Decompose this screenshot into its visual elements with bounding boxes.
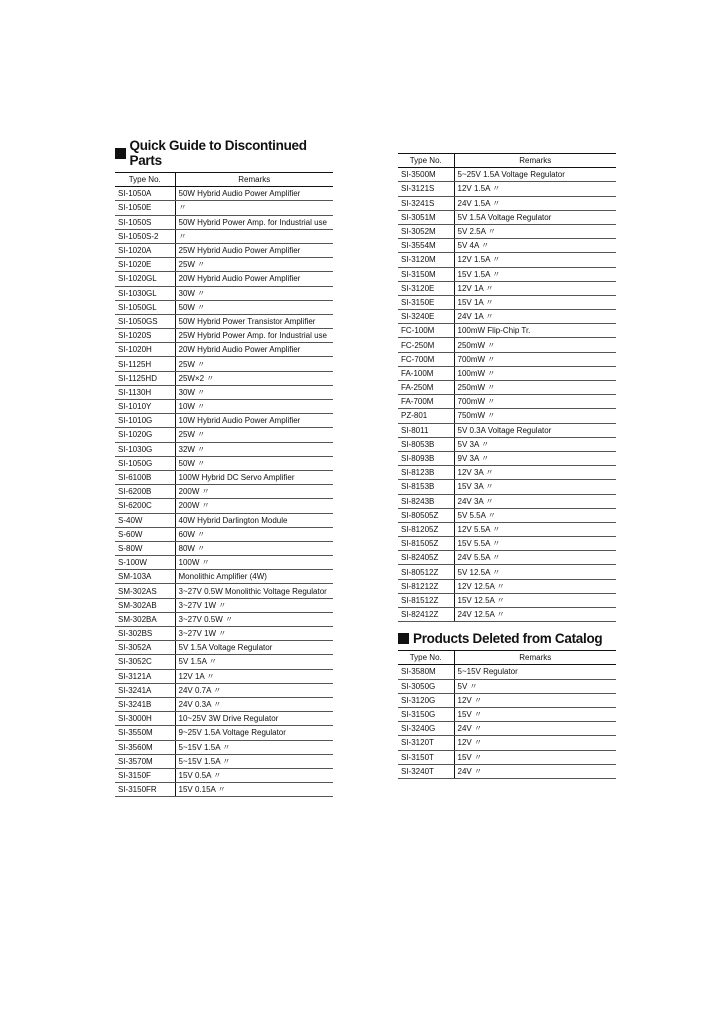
remarks-cell: 5V 2.5A 〃 xyxy=(454,224,616,238)
bullet-square-icon xyxy=(115,148,126,159)
type-no-cell: SI-3240G xyxy=(398,722,454,736)
remarks-cell: 〃 xyxy=(175,229,333,243)
type-no-cell: SM-103A xyxy=(115,570,175,584)
remarks-cell: 3~27V 0.5W Monolithic Voltage Regulator xyxy=(175,584,333,598)
remarks-cell: 5V 0.3A Voltage Regulator xyxy=(454,423,616,437)
type-no-cell: S-40W xyxy=(115,513,175,527)
type-no-cell: SI-3240E xyxy=(398,310,454,324)
header-type-no: Type No. xyxy=(398,154,454,168)
table-row xyxy=(115,371,333,385)
remarks-cell: 30W 〃 xyxy=(175,385,333,399)
type-no-cell: SI-3050G xyxy=(398,679,454,693)
table-row xyxy=(398,253,616,267)
type-no-cell: SI-1050A xyxy=(115,187,175,201)
type-no-cell: SI-3150T xyxy=(398,750,454,764)
remarks-cell: 12V 〃 xyxy=(454,736,616,750)
table-row xyxy=(115,697,333,711)
remarks-cell: 3~27V 0.5W 〃 xyxy=(175,612,333,626)
type-no-cell: SI-1020H xyxy=(115,343,175,357)
type-no-cell: SI-3120E xyxy=(398,281,454,295)
type-no-cell: SI-3554M xyxy=(398,239,454,253)
type-no-cell: SI-1125H xyxy=(115,357,175,371)
type-no-cell: SM-302AS xyxy=(115,584,175,598)
type-no-cell: FA-700M xyxy=(398,395,454,409)
table-row xyxy=(115,783,333,797)
type-no-cell: SI-8123B xyxy=(398,466,454,480)
table-row xyxy=(115,570,333,584)
header-remarks: Remarks xyxy=(175,173,333,187)
table-row xyxy=(398,579,616,593)
table-row xyxy=(115,655,333,669)
remarks-cell: 15V 5.5A 〃 xyxy=(454,537,616,551)
remarks-cell: 50W 〃 xyxy=(175,456,333,470)
remarks-cell: 12V 12.5A 〃 xyxy=(454,579,616,593)
type-no-cell: SI-3150E xyxy=(398,295,454,309)
table-row xyxy=(398,366,616,380)
type-no-cell: SI-6200B xyxy=(115,485,175,499)
type-no-cell: SI-1010Y xyxy=(115,400,175,414)
remarks-cell: 9V 3A 〃 xyxy=(454,451,616,465)
type-no-cell: SI-3120M xyxy=(398,253,454,267)
type-no-cell: SI-6200C xyxy=(115,499,175,513)
type-no-cell: FA-100M xyxy=(398,366,454,380)
table-row xyxy=(398,295,616,309)
remarks-cell: 3~27V 1W 〃 xyxy=(175,598,333,612)
table-row xyxy=(115,627,333,641)
table-row xyxy=(398,451,616,465)
type-no-cell: S-80W xyxy=(115,541,175,555)
type-no-cell: SI-1125HD xyxy=(115,371,175,385)
table-row xyxy=(398,182,616,196)
header-type-no: Type No. xyxy=(398,651,454,665)
table-row xyxy=(398,480,616,494)
remarks-cell: 3~27V 1W 〃 xyxy=(175,627,333,641)
type-no-cell: SM-302AB xyxy=(115,598,175,612)
table-row xyxy=(398,494,616,508)
deleted-products-table xyxy=(398,650,616,779)
remarks-cell: 50W Hybrid Audio Power Amplifier xyxy=(175,187,333,201)
remarks-cell: 15V 1A 〃 xyxy=(454,295,616,309)
remarks-cell: 5V 4A 〃 xyxy=(454,239,616,253)
table-header-row xyxy=(115,173,333,187)
remarks-cell: 5V 1.5A 〃 xyxy=(175,655,333,669)
type-no-cell: SI-3121A xyxy=(115,669,175,683)
type-no-cell: SI-81512Z xyxy=(398,593,454,607)
remarks-cell: 24V 〃 xyxy=(454,722,616,736)
type-no-cell: SM-302BA xyxy=(115,612,175,626)
remarks-cell: 5V 3A 〃 xyxy=(454,437,616,451)
type-no-cell: SI-3051M xyxy=(398,210,454,224)
table-row xyxy=(398,508,616,522)
table-row xyxy=(398,381,616,395)
type-no-cell: SI-3550M xyxy=(115,726,175,740)
type-no-cell: SI-8153B xyxy=(398,480,454,494)
table-row xyxy=(398,693,616,707)
type-no-cell: SI-3560M xyxy=(115,740,175,754)
table-row xyxy=(398,210,616,224)
table-row xyxy=(398,679,616,693)
remarks-cell: 5~15V 1.5A 〃 xyxy=(175,740,333,754)
remarks-cell: 12V 1.5A 〃 xyxy=(454,253,616,267)
table-row xyxy=(115,470,333,484)
table-row xyxy=(115,527,333,541)
header-type-no: Type No. xyxy=(115,173,175,187)
table-row xyxy=(398,310,616,324)
remarks-cell: 100mW 〃 xyxy=(454,366,616,380)
remarks-cell: 12V 1.5A 〃 xyxy=(454,182,616,196)
remarks-cell: 24V 0.7A 〃 xyxy=(175,683,333,697)
remarks-cell: 5V 5.5A 〃 xyxy=(454,508,616,522)
remarks-cell: 25W 〃 xyxy=(175,357,333,371)
remarks-cell: 12V 〃 xyxy=(454,693,616,707)
remarks-cell: 50W 〃 xyxy=(175,300,333,314)
type-no-cell: SI-3052A xyxy=(115,641,175,655)
type-no-cell: SI-3150G xyxy=(398,707,454,721)
remarks-cell: 15V 〃 xyxy=(454,707,616,721)
type-no-cell: SI-3052C xyxy=(115,655,175,669)
section-title: Quick Guide to Discontinued Parts xyxy=(129,138,307,168)
type-no-cell: SI-3580M xyxy=(398,665,454,679)
discontinued-parts-table xyxy=(115,172,333,797)
type-no-cell: SI-302BS xyxy=(115,627,175,641)
table-row xyxy=(115,456,333,470)
remarks-cell: 80W 〃 xyxy=(175,541,333,555)
discontinued-parts-section-continued xyxy=(398,153,616,779)
type-no-cell: SI-1030G xyxy=(115,442,175,456)
table-row xyxy=(115,612,333,626)
table-row xyxy=(115,442,333,456)
remarks-cell: 15V 〃 xyxy=(454,750,616,764)
type-no-cell: SI-6100B xyxy=(115,470,175,484)
table-row xyxy=(115,187,333,201)
table-row xyxy=(115,343,333,357)
discontinued-parts-table-continued xyxy=(398,153,616,622)
section-heading xyxy=(115,138,333,168)
table-row xyxy=(115,272,333,286)
table-row xyxy=(398,395,616,409)
type-no-cell: SI-1050S xyxy=(115,215,175,229)
remarks-cell: 9~25V 1.5A Voltage Regulator xyxy=(175,726,333,740)
remarks-cell: 250mW 〃 xyxy=(454,338,616,352)
table-row xyxy=(115,641,333,655)
remarks-cell: 5V 1.5A Voltage Regulator xyxy=(175,641,333,655)
table-row xyxy=(115,683,333,697)
table-row xyxy=(398,239,616,253)
table-row xyxy=(115,428,333,442)
table-row xyxy=(115,598,333,612)
type-no-cell: SI-1050GL xyxy=(115,300,175,314)
remarks-cell: 40W Hybrid Darlington Module xyxy=(175,513,333,527)
remarks-cell: 12V 1A 〃 xyxy=(175,669,333,683)
type-no-cell: SI-81205Z xyxy=(398,522,454,536)
type-no-cell: SI-82405Z xyxy=(398,551,454,565)
remarks-cell: 12V 5.5A 〃 xyxy=(454,522,616,536)
table-row xyxy=(398,352,616,366)
table-row xyxy=(398,437,616,451)
table-row xyxy=(398,665,616,679)
type-no-cell: SI-82412Z xyxy=(398,608,454,622)
remarks-cell: 5~15V Regulator xyxy=(454,665,616,679)
type-no-cell: SI-3241B xyxy=(115,697,175,711)
type-no-cell: SI-80512Z xyxy=(398,565,454,579)
type-no-cell: SI-3150F xyxy=(115,768,175,782)
table-row xyxy=(115,726,333,740)
remarks-cell: 10~25V 3W Drive Regulator xyxy=(175,712,333,726)
remarks-cell: 200W 〃 xyxy=(175,485,333,499)
table-row xyxy=(115,400,333,414)
type-no-cell: SI-3570M xyxy=(115,754,175,768)
table-row xyxy=(115,258,333,272)
table-row xyxy=(398,423,616,437)
remarks-cell: 5V 〃 xyxy=(454,679,616,693)
table-row xyxy=(398,722,616,736)
type-no-cell: SI-1130H xyxy=(115,385,175,399)
table-row xyxy=(115,229,333,243)
remarks-cell: 5V 1.5A Voltage Regulator xyxy=(454,210,616,224)
remarks-cell: 20W Hybrid Audio Power Amplifier xyxy=(175,343,333,357)
type-no-cell: S-60W xyxy=(115,527,175,541)
type-no-cell: SI-1010G xyxy=(115,414,175,428)
remarks-cell: 12V 1A 〃 xyxy=(454,281,616,295)
table-row xyxy=(398,324,616,338)
remarks-cell: 250mW 〃 xyxy=(454,381,616,395)
remarks-cell: 12V 3A 〃 xyxy=(454,466,616,480)
table-row xyxy=(115,768,333,782)
table-row xyxy=(115,669,333,683)
remarks-cell: 100W 〃 xyxy=(175,556,333,570)
table-row xyxy=(398,551,616,565)
table-row xyxy=(398,537,616,551)
table-row xyxy=(115,754,333,768)
table-row xyxy=(398,593,616,607)
type-no-cell: SI-1020A xyxy=(115,243,175,257)
type-no-cell: SI-1050S-2 xyxy=(115,229,175,243)
type-no-cell: FC-100M xyxy=(398,324,454,338)
remarks-cell: 15V 0.15A 〃 xyxy=(175,783,333,797)
type-no-cell: SI-81212Z xyxy=(398,579,454,593)
type-no-cell: SI-3150M xyxy=(398,267,454,281)
remarks-cell: 25W Hybrid Power Amp. for Industrial use xyxy=(175,329,333,343)
remarks-cell: 24V 1.5A 〃 xyxy=(454,196,616,210)
remarks-cell: 15V 0.5A 〃 xyxy=(175,768,333,782)
table-row xyxy=(398,565,616,579)
remarks-cell: 200W 〃 xyxy=(175,499,333,513)
type-no-cell: SI-3000H xyxy=(115,712,175,726)
table-row xyxy=(398,196,616,210)
remarks-cell: 60W 〃 xyxy=(175,527,333,541)
remarks-cell: 50W Hybrid Power Transistor Amplifier xyxy=(175,314,333,328)
remarks-cell: 15V 3A 〃 xyxy=(454,480,616,494)
type-no-cell: SI-8053B xyxy=(398,437,454,451)
type-no-cell: SI-3500M xyxy=(398,168,454,182)
type-no-cell: SI-8093B xyxy=(398,451,454,465)
type-no-cell: SI-3121S xyxy=(398,182,454,196)
table-row xyxy=(115,556,333,570)
remarks-cell: 700mW 〃 xyxy=(454,395,616,409)
table-row xyxy=(398,750,616,764)
table-row xyxy=(398,168,616,182)
remarks-cell: 24V 0.3A 〃 xyxy=(175,697,333,711)
table-row xyxy=(115,513,333,527)
remarks-cell: 24V 〃 xyxy=(454,764,616,778)
table-row xyxy=(115,414,333,428)
remarks-cell: 〃 xyxy=(175,201,333,215)
section-heading-deleted xyxy=(398,631,616,646)
table-row xyxy=(115,584,333,598)
remarks-cell: 25W 〃 xyxy=(175,258,333,272)
type-no-cell: SI-3241S xyxy=(398,196,454,210)
remarks-cell: 10W Hybrid Audio Power Amplifier xyxy=(175,414,333,428)
table-row xyxy=(115,300,333,314)
table-row xyxy=(115,385,333,399)
remarks-cell: 15V 1.5A 〃 xyxy=(454,267,616,281)
remarks-cell: 25W×2 〃 xyxy=(175,371,333,385)
remarks-cell: 50W Hybrid Power Amp. for Industrial use xyxy=(175,215,333,229)
remarks-cell: 5~25V 1.5A Voltage Regulator xyxy=(454,168,616,182)
type-no-cell: SI-3240T xyxy=(398,764,454,778)
table-row xyxy=(115,201,333,215)
table-row xyxy=(115,541,333,555)
remarks-cell: Monolithic Amplifier (4W) xyxy=(175,570,333,584)
remarks-cell: 30W 〃 xyxy=(175,286,333,300)
section-title-deleted: Products Deleted from Catalog xyxy=(413,631,603,647)
type-no-cell: SI-1050G xyxy=(115,456,175,470)
type-no-cell: SI-1020GL xyxy=(115,272,175,286)
type-no-cell: FC-250M xyxy=(398,338,454,352)
remarks-cell: 5V 12.5A 〃 xyxy=(454,565,616,579)
remarks-cell: 100mW Flip-Chip Tr. xyxy=(454,324,616,338)
type-no-cell: PZ-801 xyxy=(398,409,454,423)
remarks-cell: 24V 3A 〃 xyxy=(454,494,616,508)
type-no-cell: SI-3052M xyxy=(398,224,454,238)
remarks-cell: 700mW 〃 xyxy=(454,352,616,366)
type-no-cell: SI-81505Z xyxy=(398,537,454,551)
type-no-cell: SI-3120T xyxy=(398,736,454,750)
type-no-cell: SI-1020S xyxy=(115,329,175,343)
table-row xyxy=(398,466,616,480)
remarks-cell: 20W Hybrid Audio Power Amplifier xyxy=(175,272,333,286)
type-no-cell: SI-3120G xyxy=(398,693,454,707)
remarks-cell: 24V 5.5A 〃 xyxy=(454,551,616,565)
table-header-row xyxy=(398,154,616,168)
table-row xyxy=(115,740,333,754)
table-row xyxy=(115,243,333,257)
type-no-cell: SI-8011 xyxy=(398,423,454,437)
remarks-cell: 24V 1A 〃 xyxy=(454,310,616,324)
table-row xyxy=(115,329,333,343)
type-no-cell: FC-700M xyxy=(398,352,454,366)
type-no-cell: FA-250M xyxy=(398,381,454,395)
remarks-cell: 750mW 〃 xyxy=(454,409,616,423)
table-row xyxy=(115,357,333,371)
bullet-square-icon xyxy=(398,633,409,644)
table-row xyxy=(398,281,616,295)
remarks-cell: 24V 12.5A 〃 xyxy=(454,608,616,622)
discontinued-parts-section xyxy=(115,138,333,797)
type-no-cell: SI-1020G xyxy=(115,428,175,442)
table-row xyxy=(115,286,333,300)
table-row xyxy=(398,608,616,622)
table-row xyxy=(398,736,616,750)
remarks-cell: 100W Hybrid DC Servo Amplifier xyxy=(175,470,333,484)
remarks-cell: 10W 〃 xyxy=(175,400,333,414)
table-header-row xyxy=(398,651,616,665)
header-remarks: Remarks xyxy=(454,154,616,168)
type-no-cell: SI-1020E xyxy=(115,258,175,272)
remarks-cell: 32W 〃 xyxy=(175,442,333,456)
remarks-cell: 15V 12.5A 〃 xyxy=(454,593,616,607)
table-row xyxy=(398,707,616,721)
table-row xyxy=(398,522,616,536)
table-row xyxy=(115,499,333,513)
table-row xyxy=(115,712,333,726)
type-no-cell: S-100W xyxy=(115,556,175,570)
type-no-cell: SI-80505Z xyxy=(398,508,454,522)
type-no-cell: SI-1030GL xyxy=(115,286,175,300)
table-row xyxy=(115,314,333,328)
table-row xyxy=(115,215,333,229)
type-no-cell: SI-8243B xyxy=(398,494,454,508)
table-row xyxy=(398,764,616,778)
type-no-cell: SI-1050E xyxy=(115,201,175,215)
table-row xyxy=(115,485,333,499)
remarks-cell: 5~15V 1.5A 〃 xyxy=(175,754,333,768)
remarks-cell: 25W Hybrid Audio Power Amplifier xyxy=(175,243,333,257)
table-row xyxy=(398,409,616,423)
table-row xyxy=(398,338,616,352)
type-no-cell: SI-3241A xyxy=(115,683,175,697)
type-no-cell: SI-3150FR xyxy=(115,783,175,797)
table-row xyxy=(398,224,616,238)
remarks-cell: 25W 〃 xyxy=(175,428,333,442)
type-no-cell: SI-1050GS xyxy=(115,314,175,328)
header-remarks: Remarks xyxy=(454,651,616,665)
table-row xyxy=(398,267,616,281)
